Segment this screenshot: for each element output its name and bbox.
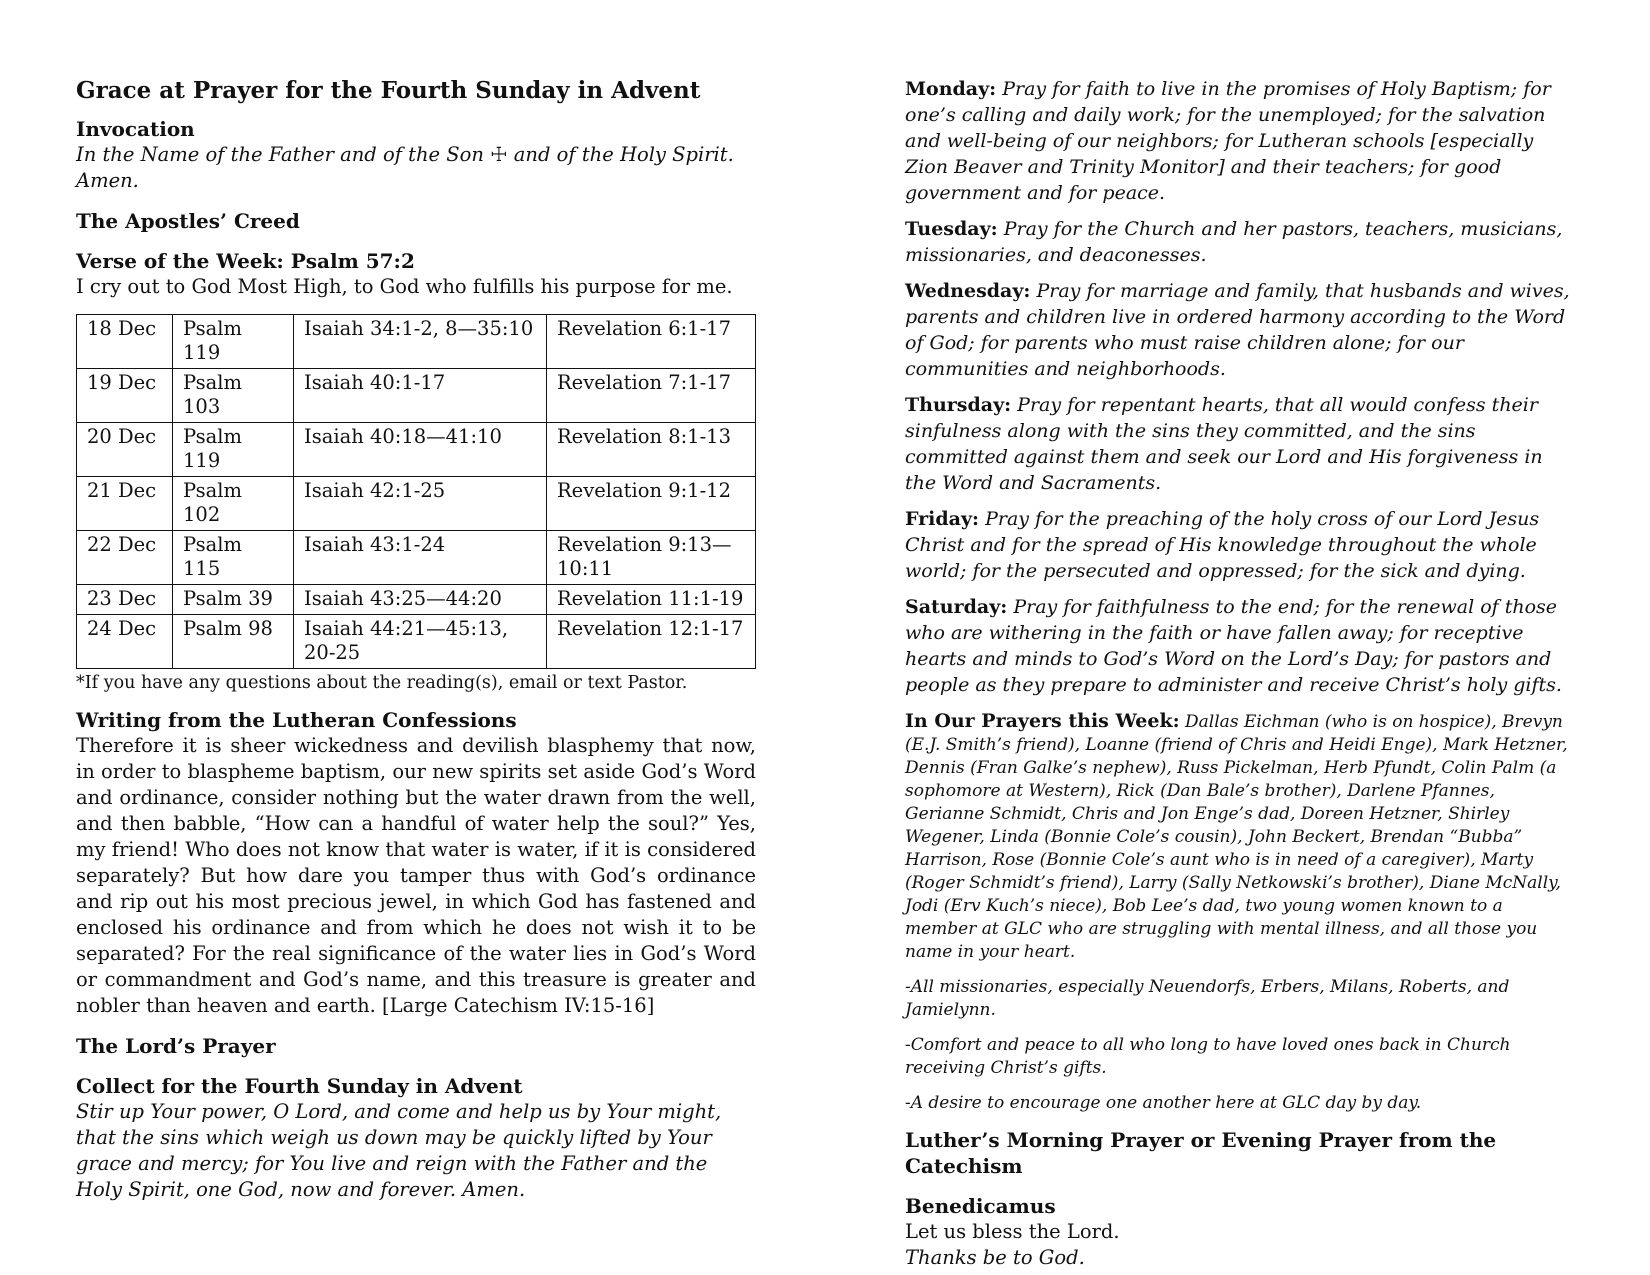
table-cell: Revelation 7:1-17	[547, 369, 756, 423]
table-cell: 22 Dec	[77, 531, 173, 585]
prayer-note: -All missionaries, especially Neuendorfs, Erbers, Milans, Roberts, and Jamielynn.	[905, 977, 1510, 1020]
table-cell: Psalm 102	[173, 477, 294, 531]
table-cell: Isaiah 34:1-2, 8—35:10	[294, 315, 547, 369]
table-cell: Isaiah 42:1-25	[294, 477, 547, 531]
day-label: Friday:	[905, 508, 980, 530]
day-prayer	[905, 594, 1575, 698]
table-cell: Revelation 11:1-19	[547, 585, 756, 615]
day-text: Pray for faithfulness to the end; for the renewal of those who are withering in the faith or have fallen away; for receptive hearts and minds to God’s Word on the Lord’s Day; for pastors and people as they prepare to administer and receive Christ’s holy gifts.	[905, 596, 1562, 696]
confessions-section	[76, 707, 756, 1019]
table-cell: Revelation 9:1-12	[547, 477, 756, 531]
day-prayer	[905, 76, 1575, 206]
table-row	[77, 369, 756, 423]
table-cell: 18 Dec	[77, 315, 173, 369]
invocation-text-before: In the Name of the Father and of the Son	[76, 143, 491, 166]
readings-table	[76, 314, 756, 669]
table-cell: Isaiah 43:25—44:20	[294, 585, 547, 615]
day-text: Pray for marriage and family, that husbands and wives, parents and children live in ordered harmony according to the Word of God; for parents who must raise children alone; for our communities and neighborhoods.	[905, 280, 1570, 380]
day-text: Pray for the Church and her pastors, teachers, musicians, missionaries, and deaconesses.	[905, 218, 1563, 266]
verse-section	[76, 248, 756, 300]
invocation-heading: Invocation	[76, 117, 195, 141]
table-row	[77, 315, 756, 369]
table-cell: Psalm 98	[173, 615, 294, 669]
table-cell: 19 Dec	[77, 369, 173, 423]
benedicamus-line1: Let us bless the Lord.	[905, 1220, 1120, 1243]
day-text: Pray for faith to live in the promises of Holy Baptism; for one’s calling and daily work; for the unemployed; for the salvation and well-being of our neighbors; for Lutheran schools [especially Zion Beaver and Trinity Monitor] and their teachers; for good government and for peace.	[905, 78, 1551, 204]
cross-icon: ☩	[490, 143, 508, 166]
day-text: Pray for repentant hearts, that all would confess their sinfulness along with the sins they committed, and the sins committed against them and seek our Lord and His forgiveness in the Word and Sacraments.	[905, 394, 1543, 494]
prayer-note: -Comfort and peace to all who long to have loved ones back in Church receiving Christ’s gifts.	[905, 1035, 1511, 1078]
creed-heading: The Apostles’ Creed	[76, 209, 300, 233]
day-prayer	[905, 506, 1575, 584]
table-cell: Revelation 12:1-17	[547, 615, 756, 669]
table-cell: Psalm 119	[173, 315, 294, 369]
right-column	[905, 76, 1575, 1271]
day-prayer	[905, 392, 1575, 496]
invocation-text	[76, 142, 756, 194]
table-cell: Isaiah 40:1-17	[294, 369, 547, 423]
benedicamus-section	[905, 1193, 1575, 1271]
day-label: Monday:	[905, 78, 997, 100]
readings-note: *If you have any questions about the reading(s), email or text Pastor.	[76, 673, 688, 693]
collect-heading: Collect for the Fourth Sunday in Advent	[76, 1074, 523, 1098]
prayers-this-week	[905, 710, 1575, 964]
table-row	[77, 423, 756, 477]
left-column	[76, 76, 756, 1203]
lords-prayer-heading: The Lord’s Prayer	[76, 1034, 276, 1058]
verse-heading: Verse of the Week: Psalm 57:2	[76, 249, 415, 273]
confessions-heading: Writing from the Lutheran Confessions	[76, 708, 517, 732]
table-cell: Isaiah 44:21—45:13, 20-25	[294, 615, 547, 669]
collect-section	[76, 1073, 756, 1203]
table-cell: Revelation 9:13—10:11	[547, 531, 756, 585]
table-cell: Psalm 115	[173, 531, 294, 585]
collect-text: Stir up Your power, O Lord, and come and help us by Your might, that the sins which weigh us down may be quickly lifted by Your grace and mercy; for You live and reign with the Father and the Holy Spirit, one God, now and forever. Amen.	[76, 1100, 722, 1201]
day-label: Tuesday:	[905, 218, 998, 240]
prayers-week-label: In Our Prayers this Week:	[905, 710, 1180, 732]
prayers-week-text: Dallas Eichman (who is on hospice), Brevyn (E.J. Smith’s friend), Loanne (friend of Chris and Heidi Enge), Mark Hetzner, Dennis (Fran Galke’s nephew), Russ Pickelman, Herb Pfundt, Colin Palm (a sophomore at Western), Rick (Dan Bale’s brother), Darlene Pfannes, Gerianne Schmidt, Chris and Jon Enge’s dad, Doreen Hetzner, Shirley Wegener, Linda (Bonnie Cole’s cousin), John Beckert, Brendan “Bubba” Harrison, Rose (Bonnie Cole’s aunt who is in need of a caregiver), Marty (Roger Schmidt’s friend), Larry (Sally Netkowski’s brother), Diane McNally, Jodi (Erv Kuch’s niece), Bob Lee’s dad, two young women known to a member at GLC who are struggling with mental illness, and all those you name in your heart.	[905, 712, 1568, 962]
table-cell: Isaiah 43:1-24	[294, 531, 547, 585]
invocation-section	[76, 116, 756, 194]
daily-prayers	[905, 76, 1575, 698]
page-title: Grace at Prayer for the Fourth Sunday in Advent	[76, 77, 701, 104]
day-prayer	[905, 216, 1575, 268]
table-row	[77, 477, 756, 531]
table-row	[77, 531, 756, 585]
confessions-text: Therefore it is sheer wickedness and devilish blasphemy that now, in order to blaspheme baptism, our new spirits set aside God’s Word and ordinance, consider nothing but the water drawn from the well, and then babble, “How can a handful of water help the soul?” Yes, my friend! Who does not know that water is water, if it is considered separately? But how dare you tamper thus with God’s ordinance and rip out his most precious jewel, in which God has fastened and enclosed his ordinance and from which he does not wish it to be separated? For the real significance of the water lies in God’s Word or commandment and God’s name, and this treasure is greater and nobler than heaven and earth. [Large Catechism IV:15-16]	[76, 734, 756, 1017]
invocation-text-after: and of the Holy Spirit. Amen.	[76, 143, 734, 192]
day-text: Pray for the preaching of the holy cross of our Lord Jesus Christ and for the spread of His knowledge throughout the whole world; for the persecuted and oppressed; for the sick and dying.	[905, 508, 1540, 582]
table-cell: Psalm 103	[173, 369, 294, 423]
table-cell: Psalm 39	[173, 585, 294, 615]
benedicamus-line2: Thanks be to God.	[905, 1246, 1085, 1269]
morning-prayer-heading: Luther’s Morning Prayer or Evening Prayer from the Catechism	[905, 1128, 1497, 1178]
table-cell: 21 Dec	[77, 477, 173, 531]
benedicamus-heading: Benedicamus	[905, 1194, 1056, 1218]
table-cell: Revelation 6:1-17	[547, 315, 756, 369]
table-cell: Isaiah 40:18—41:10	[294, 423, 547, 477]
day-label: Saturday:	[905, 596, 1008, 618]
table-cell: 24 Dec	[77, 615, 173, 669]
table-row	[77, 585, 756, 615]
table-cell: Revelation 8:1-13	[547, 423, 756, 477]
table-cell: 20 Dec	[77, 423, 173, 477]
table-cell: 23 Dec	[77, 585, 173, 615]
table-cell: Psalm 119	[173, 423, 294, 477]
prayer-note: -A desire to encourage one another here at GLC day by day.	[905, 1093, 1422, 1113]
table-row	[77, 615, 756, 669]
day-label: Wednesday:	[905, 280, 1031, 302]
verse-text: I cry out to God Most High, to God who fulfills his purpose for me.	[76, 275, 733, 298]
day-label: Thursday:	[905, 394, 1012, 416]
day-prayer	[905, 278, 1575, 382]
